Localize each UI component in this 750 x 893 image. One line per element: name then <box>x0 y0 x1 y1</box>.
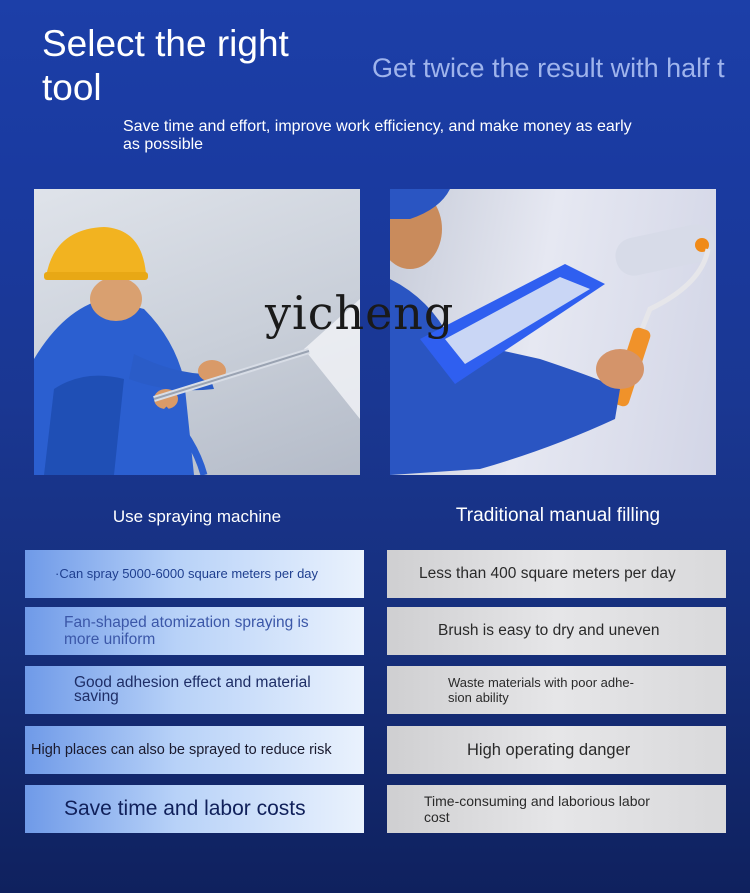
manual-drawback-label: High operating danger <box>467 741 631 759</box>
watermark-text: yicheng <box>265 286 455 340</box>
manual-drawback-label: Less than 400 square meters per day <box>419 565 676 582</box>
spray-benefit-item <box>25 666 364 714</box>
spray-benefit-label: Save time and labor costs <box>64 797 306 820</box>
spray-benefit-label: High places can also be sprayed to reduce risk <box>31 742 332 758</box>
spray-benefit-label: Good adhesion effect and material saving <box>74 674 311 705</box>
manual-drawback-item <box>387 550 726 598</box>
manual-drawback-label: Waste materials with poor adhe- sion ability <box>448 675 634 705</box>
spray-benefit-label: ·Can spray 5000-6000 square meters per day <box>55 566 319 581</box>
right-column-heading: Traditional manual filling <box>455 505 661 526</box>
spray-benefit-item <box>25 726 364 774</box>
left-column-heading: Use spraying machine <box>112 507 282 526</box>
manual-drawback-item <box>387 607 726 655</box>
page-subtitle: Get twice the result with half t <box>372 53 725 83</box>
manual-drawback-item <box>387 666 726 714</box>
manual-drawback-item <box>387 726 726 774</box>
spray-benefit-label: Fan-shaped atomization spraying is more uniform <box>64 614 309 648</box>
spray-benefit-item <box>25 607 364 655</box>
manual-drawback-item <box>387 785 726 833</box>
manual-drawback-label: Brush is easy to dry and uneven <box>438 622 660 639</box>
tagline: Save time and effort, improve work efficiency, and make money as early as possible <box>123 118 632 153</box>
page-title: Select the right tool <box>42 23 289 108</box>
manual-drawback-label: Time-consuming and laborious labor cost <box>424 793 650 825</box>
spray-benefit-item <box>25 550 364 598</box>
spray-benefit-item <box>25 785 364 833</box>
